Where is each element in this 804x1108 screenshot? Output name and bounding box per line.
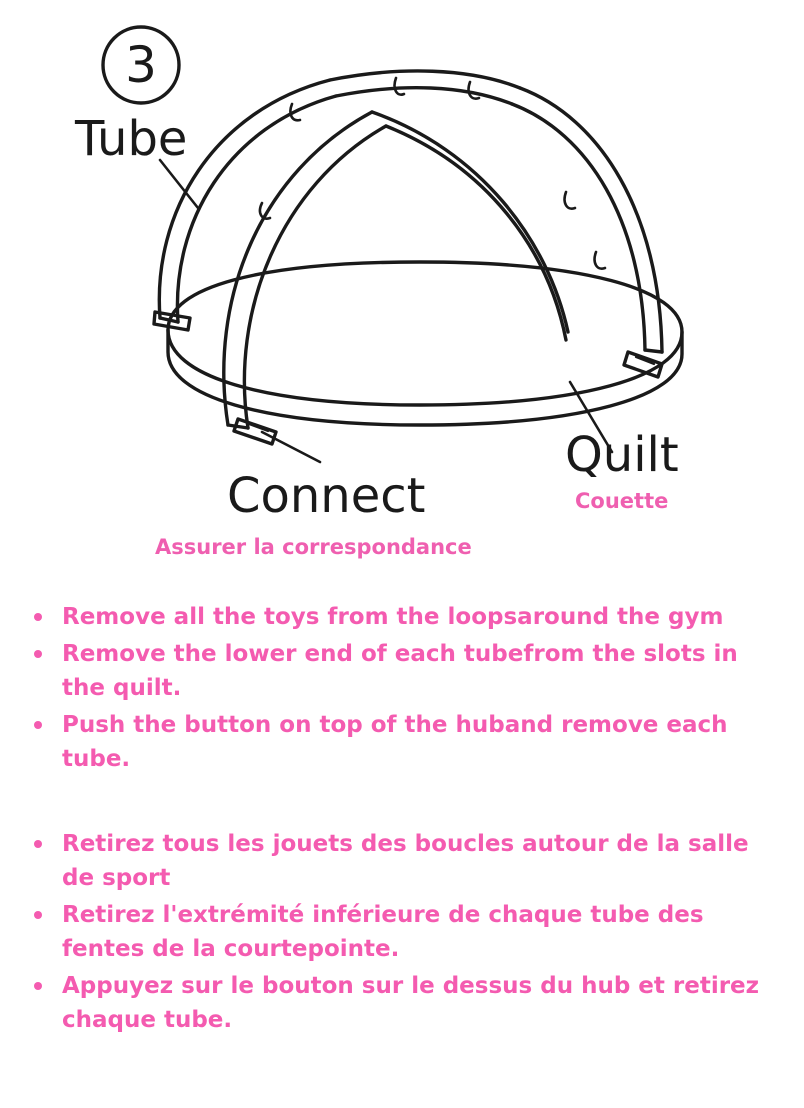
label-tube: Tube [75, 111, 188, 167]
label-connect: Connect [227, 468, 426, 524]
instructions-french [0, 827, 804, 1038]
tube-top-left [330, 71, 520, 88]
connector-slot-left [234, 419, 276, 444]
loop-6 [595, 252, 605, 269]
list-item: Retirez l'extrémité inférieure de chaque tube des fentes de la courtepointe. [0, 898, 804, 967]
tube-top-left-inner [336, 88, 512, 104]
instruction-lists [0, 600, 804, 1040]
tube-left-cap [160, 318, 178, 322]
list-spacer [0, 779, 804, 827]
loop-5 [565, 192, 575, 209]
tube-right-cap [645, 350, 662, 352]
label-quilt: Quilt [565, 427, 679, 483]
tube-front-right [372, 112, 568, 332]
leader-line-connect [262, 432, 320, 462]
label-quilt-french: Couette [575, 489, 669, 513]
tube-front-cap [228, 425, 248, 428]
list-item: Push the button on top of the huband remove each tube. [0, 708, 804, 777]
leader-line-tube [160, 160, 198, 208]
tube-right-inner [512, 104, 645, 350]
list-item: Remove all the toys from the loopsaround the gym [0, 600, 804, 635]
list-item: Retirez tous les jouets des boucles autour de la salle de sport [0, 827, 804, 896]
label-connect-french: Assurer la correspondance [155, 535, 472, 559]
loop-3 [469, 82, 479, 99]
instructions-english [0, 600, 804, 777]
connector-slot-right [624, 352, 662, 377]
step-number-text: 3 [125, 36, 157, 94]
tube-front-right-inner [386, 126, 566, 340]
list-item: Appuyez sur le bouton sur le dessus du hub et retirez chaque tube. [0, 969, 804, 1038]
tube-right-outer [520, 88, 662, 352]
tube-front-inner [244, 126, 386, 428]
list-item: Remove the lower end of each tubefrom the slots in the quilt. [0, 637, 804, 706]
